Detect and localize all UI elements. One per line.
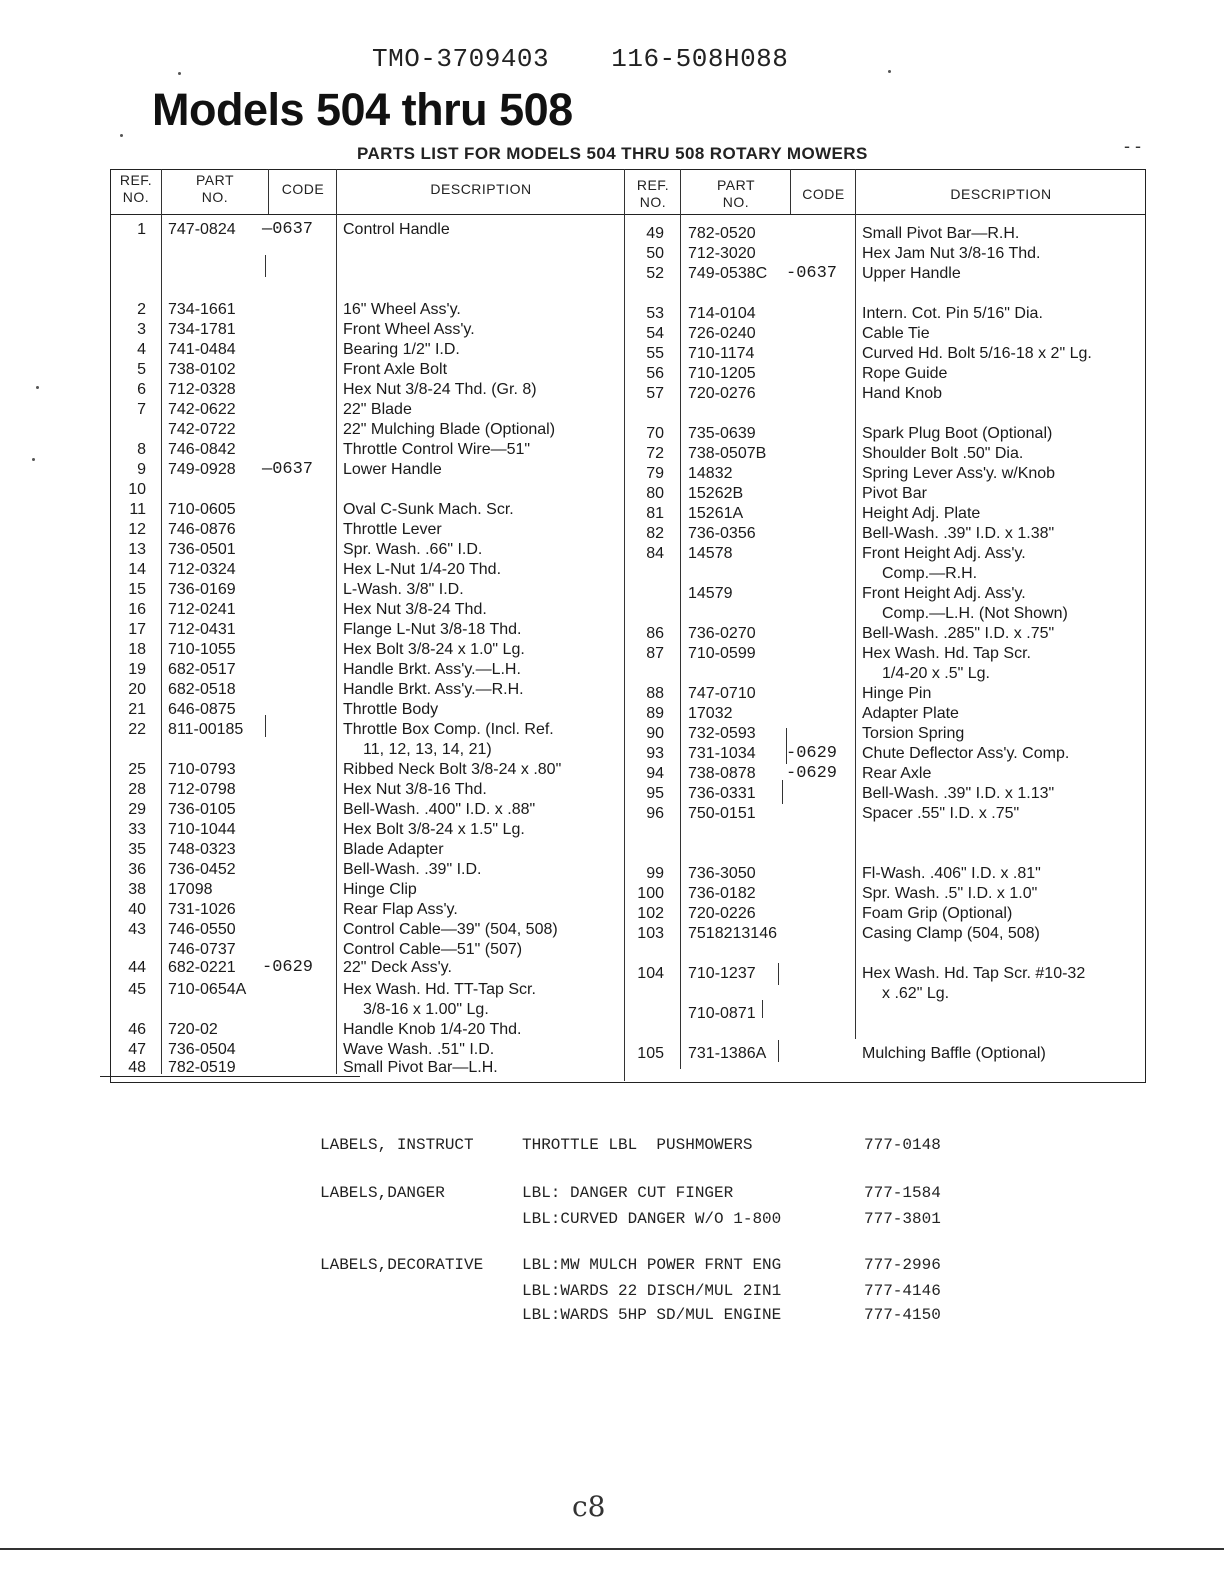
- ref-number: 14: [128, 561, 146, 578]
- part-description: 11, 12, 13, 14, 21): [363, 741, 492, 758]
- part-number: 15262B: [688, 485, 744, 502]
- ref-number: 52: [646, 265, 664, 282]
- part-description: 22" Blade: [343, 401, 412, 418]
- ref-number: 18: [128, 641, 146, 658]
- ref-number: 44: [128, 959, 146, 976]
- ref-number: 36: [128, 861, 146, 878]
- part-number: 17098: [168, 881, 213, 898]
- ref-number: 45: [128, 981, 146, 998]
- part-description: Small Pivot Bar—R.H.: [862, 225, 1020, 242]
- col-header-description: DESCRIPTION: [430, 181, 532, 197]
- ref-number: 90: [646, 725, 664, 742]
- part-description: Spring Lever Ass'y. w/Knob: [862, 465, 1056, 482]
- col-header-code: CODE: [281, 181, 325, 197]
- part-code: -0629: [262, 958, 314, 977]
- part-description: Hex Wash. Hd. Tap Scr.: [862, 645, 1031, 662]
- scan-speck: [36, 386, 39, 389]
- col-header-ref: REF. NO.: [119, 172, 153, 205]
- ref-number: 99: [646, 865, 664, 882]
- part-description: Throttle Box Comp. (Incl. Ref.: [343, 721, 554, 738]
- part-description: Foam Grip (Optional): [862, 905, 1013, 922]
- scan-speck: [888, 70, 891, 73]
- ref-number: 89: [646, 705, 664, 722]
- part-description: Rear Flap Ass'y.: [343, 901, 458, 918]
- part-number: 811-00185: [168, 721, 244, 738]
- part-code: -0629: [786, 764, 838, 783]
- part-description: Throttle Lever: [343, 521, 442, 538]
- ref-number: 38: [128, 881, 146, 898]
- ref-number: 7: [137, 401, 146, 418]
- ref-number: 100: [637, 885, 664, 902]
- part-description: Handle Brkt. Ass'y.—L.H.: [343, 661, 521, 678]
- part-description: Adapter Plate: [862, 705, 959, 722]
- ref-number: 104: [637, 965, 664, 982]
- part-description: Spr. Wash. .5" I.D. x 1.0": [862, 885, 1038, 902]
- ref-number: 10: [128, 481, 146, 498]
- ref-number: 33: [128, 821, 146, 838]
- ref-number: 4: [137, 341, 146, 358]
- part-number: 14832: [688, 465, 733, 482]
- part-number: 710-0605: [168, 501, 236, 518]
- part-description: Hex Wash. Hd. TT-Tap Scr.: [343, 981, 536, 998]
- part-number: 731-1026: [168, 901, 236, 918]
- ref-number: 3: [137, 321, 146, 338]
- part-description: x .62" Lg.: [882, 985, 950, 1002]
- part-number: 710-0599: [688, 645, 756, 662]
- ref-number: 81: [646, 505, 664, 522]
- label-category: LABELS,DECORATIVE: [320, 1256, 484, 1274]
- part-description: Hex Bolt 3/8-24 x 1.0" Lg.: [343, 641, 525, 658]
- part-description: Small Pivot Bar—L.H.: [343, 1059, 498, 1076]
- part-description: Hex Bolt 3/8-24 x 1.5" Lg.: [343, 821, 525, 838]
- part-number: 749-0538C: [688, 265, 768, 282]
- ref-number: 43: [128, 921, 146, 938]
- part-description: Wave Wash. .51" I.D.: [343, 1041, 495, 1058]
- col-tick: [782, 780, 783, 804]
- part-description: Shoulder Bolt .50" Dia.: [862, 445, 1024, 462]
- part-number: 726-0240: [688, 325, 756, 342]
- part-description: Curved Hd. Bolt 5/16-18 x 2" Lg.: [862, 345, 1092, 362]
- col-divider: [268, 169, 269, 214]
- part-description: Hex L-Nut 1/4-20 Thd.: [343, 561, 502, 578]
- col-header-code-right: CODE: [802, 186, 845, 202]
- part-number: 738-0878: [688, 765, 756, 782]
- part-code: —0637: [262, 460, 314, 479]
- scan-speck: [32, 458, 35, 461]
- part-description: Hex Wash. Hd. Tap Scr. #10-32: [862, 965, 1086, 982]
- part-description: Hinge Clip: [343, 881, 417, 898]
- ref-number: 40: [128, 901, 146, 918]
- part-number: 682-0221: [168, 959, 236, 976]
- col-divider: [855, 169, 856, 1039]
- part-number: 736-0356: [688, 525, 756, 542]
- part-description: 16" Wheel Ass'y.: [343, 301, 461, 318]
- part-description: Lower Handle: [343, 461, 442, 478]
- part-description: Front Axle Bolt: [343, 361, 448, 378]
- part-number: 7518213146: [688, 925, 777, 942]
- ref-number: 56: [646, 365, 664, 382]
- ref-number: 55: [646, 345, 664, 362]
- col-tick: [778, 1040, 779, 1062]
- part-description: Bell-Wash. .39" I.D.: [343, 861, 482, 878]
- part-description: Mulching Baffle (Optional): [862, 1045, 1046, 1062]
- col-header-description-right: DESCRIPTION: [950, 186, 1052, 202]
- part-number: 736-0182: [688, 885, 756, 902]
- part-number: 749-0928: [168, 461, 236, 478]
- ref-number: 48: [128, 1059, 146, 1076]
- label-part-number: 777-1584: [864, 1184, 941, 1202]
- part-number: 710-1205: [688, 365, 756, 382]
- part-number: 712-0241: [168, 601, 236, 618]
- scan-speck: [120, 134, 123, 137]
- label-description: LBL:CURVED DANGER W/O 1-800: [522, 1210, 782, 1228]
- ref-number: 88: [646, 685, 664, 702]
- part-description: Height Adj. Plate: [862, 505, 981, 522]
- part-number: 712-3020: [688, 245, 756, 262]
- part-description: 1/4-20 x .5" Lg.: [882, 665, 990, 682]
- part-number: 736-0501: [168, 541, 236, 558]
- part-description: Bell-Wash. .400" I.D. x .88": [343, 801, 536, 818]
- part-number: 746-0550: [168, 921, 236, 938]
- part-number: 736-0105: [168, 801, 236, 818]
- part-number: 750-0151: [688, 805, 756, 822]
- ref-number: 9: [137, 461, 146, 478]
- part-number: 782-0519: [168, 1059, 236, 1076]
- part-description: Rope Guide: [862, 365, 948, 382]
- part-description: Fl-Wash. .406" I.D. x .81": [862, 865, 1041, 882]
- label-part-number: 777-4146: [864, 1282, 941, 1300]
- ref-number: 86: [646, 625, 664, 642]
- ref-number: 70: [646, 425, 664, 442]
- ref-number: 79: [646, 465, 664, 482]
- part-number: 710-1237: [688, 965, 756, 982]
- page-subtitle: PARTS LIST FOR MODELS 504 THRU 508 ROTARY MOWERS: [357, 144, 868, 163]
- part-number: 720-0226: [688, 905, 756, 922]
- part-description: Flange L-Nut 3/8-18 Thd.: [343, 621, 522, 638]
- part-number: 738-0102: [168, 361, 236, 378]
- ref-number: 84: [646, 545, 664, 562]
- part-number: 714-0104: [688, 305, 756, 322]
- ref-number: 15: [128, 581, 146, 598]
- ref-number: 2: [137, 301, 146, 318]
- col-tick: [778, 963, 779, 985]
- part-description: Bell-Wash. .39" I.D. x 1.38": [862, 525, 1055, 542]
- part-description: Cable Tie: [862, 325, 930, 342]
- part-description: 22" Deck Ass'y.: [343, 959, 452, 976]
- part-description: Blade Adapter: [343, 841, 444, 858]
- ref-number: 82: [646, 525, 664, 542]
- margin-mark: - -: [1124, 136, 1141, 156]
- part-number: 710-0793: [168, 761, 236, 778]
- col-tick: [265, 715, 266, 737]
- part-number: 710-0871: [688, 1005, 756, 1022]
- part-number: 682-0518: [168, 681, 236, 698]
- part-description: Chute Deflector Ass'y. Comp.: [862, 745, 1070, 762]
- ref-number: 105: [637, 1045, 664, 1062]
- ref-number: 94: [646, 765, 664, 782]
- label-part-number: 777-3801: [864, 1210, 941, 1228]
- part-description: Front Wheel Ass'y.: [343, 321, 475, 338]
- part-number: 734-1661: [168, 301, 236, 318]
- ref-number: 47: [128, 1041, 146, 1058]
- part-number: 720-0276: [688, 385, 756, 402]
- ref-number: 57: [646, 385, 664, 402]
- part-description: Throttle Control Wire—51": [343, 441, 531, 458]
- ref-number: 1: [137, 221, 146, 238]
- ref-number: 8: [137, 441, 146, 458]
- ref-number: 80: [646, 485, 664, 502]
- ref-number: 13: [128, 541, 146, 558]
- part-description: Bearing 1/2" I.D.: [343, 341, 460, 358]
- part-description: Ribbed Neck Bolt 3/8-24 x .80": [343, 761, 562, 778]
- part-number: 712-0328: [168, 381, 236, 398]
- label-description: LBL:WARDS 5HP SD/MUL ENGINE: [522, 1306, 782, 1324]
- part-description: Pivot Bar: [862, 485, 927, 502]
- part-description: Casing Clamp (504, 508): [862, 925, 1040, 942]
- part-number: 746-0842: [168, 441, 236, 458]
- col-header-part-right: PART NO.: [716, 177, 756, 210]
- part-number: 712-0431: [168, 621, 236, 638]
- part-number: 736-0169: [168, 581, 236, 598]
- part-description: L-Wash. 3/8" I.D.: [343, 581, 464, 598]
- part-description: Comp.—R.H.: [882, 565, 978, 582]
- col-tick: [762, 1000, 763, 1018]
- part-description: Handle Brkt. Ass'y.—R.H.: [343, 681, 524, 698]
- page-title: Models 504 thru 508: [152, 84, 573, 135]
- handwritten-mark: c8: [572, 1490, 606, 1523]
- ref-number: 53: [646, 305, 664, 322]
- part-description: 3/8-16 x 1.00" Lg.: [363, 1001, 489, 1018]
- page-bottom-rule: [0, 1548, 1224, 1550]
- part-number: 17032: [688, 705, 733, 722]
- part-description: Hinge Pin: [862, 685, 932, 702]
- ref-number: 93: [646, 745, 664, 762]
- part-description: Spr. Wash. .66" I.D.: [343, 541, 483, 558]
- part-number: 710-0654A: [168, 981, 247, 998]
- part-number: 738-0507B: [688, 445, 767, 462]
- part-number: 732-0593: [688, 725, 756, 742]
- part-number: 712-0798: [168, 781, 236, 798]
- part-description: Front Height Adj. Ass'y.: [862, 545, 1026, 562]
- part-description: Oval C-Sunk Mach. Scr.: [343, 501, 514, 518]
- part-description: Comp.—L.H. (Not Shown): [882, 605, 1068, 622]
- doc-code: 116-508H088: [611, 44, 789, 74]
- part-number: 742-0622: [168, 401, 236, 418]
- ref-number: 72: [646, 445, 664, 462]
- ref-number: 35: [128, 841, 146, 858]
- col-header-part: PART NO.: [195, 172, 235, 205]
- part-number: 746-0737: [168, 941, 236, 958]
- ref-number: 17: [128, 621, 146, 638]
- col-divider: [680, 169, 681, 1069]
- part-description: Handle Knob 1/4-20 Thd.: [343, 1021, 522, 1038]
- ref-number: 12: [128, 521, 146, 538]
- col-header-ref-right: REF. NO.: [636, 177, 670, 210]
- ref-number: 96: [646, 805, 664, 822]
- part-number: 782-0520: [688, 225, 756, 242]
- part-number: 747-0824: [168, 221, 236, 238]
- part-description: Front Height Adj. Ass'y.: [862, 585, 1026, 602]
- part-description: Control Cable—39" (504, 508): [343, 921, 558, 938]
- part-number: 14578: [688, 545, 733, 562]
- part-number: 736-0270: [688, 625, 756, 642]
- part-number: 710-1174: [688, 345, 755, 362]
- part-description: Hand Knob: [862, 385, 943, 402]
- part-number: 710-1055: [168, 641, 236, 658]
- part-number: 736-0504: [168, 1041, 236, 1058]
- part-number: 747-0710: [688, 685, 756, 702]
- scan-speck: [178, 72, 181, 75]
- label-part-number: 777-4150: [864, 1306, 941, 1324]
- part-description: Control Handle: [343, 221, 450, 238]
- ref-number: 6: [137, 381, 146, 398]
- col-divider: [161, 169, 162, 1074]
- part-description: Bell-Wash. .39" I.D. x 1.13": [862, 785, 1055, 802]
- part-description: Hex Nut 3/8-16 Thd.: [343, 781, 487, 798]
- part-number: 14579: [688, 585, 733, 602]
- part-description: Throttle Body: [343, 701, 439, 718]
- document-ids: [372, 44, 788, 74]
- ref-number: 54: [646, 325, 664, 342]
- ref-number: 22: [128, 721, 146, 738]
- ref-number: 16: [128, 601, 146, 618]
- label-part-number: 777-2996: [864, 1256, 941, 1274]
- part-description: Hex Nut 3/8-24 Thd. (Gr. 8): [343, 381, 537, 398]
- part-number: 731-1034: [688, 745, 756, 762]
- part-number: 712-0324: [168, 561, 236, 578]
- part-number: 735-0639: [688, 425, 756, 442]
- col-tick: [265, 255, 266, 277]
- ref-number: 20: [128, 681, 146, 698]
- part-number: 646-0875: [168, 701, 236, 718]
- part-number: 736-3050: [688, 865, 756, 882]
- part-description: Control Cable—51" (507): [343, 941, 523, 958]
- col-divider: [790, 169, 791, 214]
- ref-number: 50: [646, 245, 664, 262]
- part-description: Hex Jam Nut 3/8-16 Thd.: [862, 245, 1041, 262]
- part-number: 15261A: [688, 505, 744, 522]
- part-number: 734-1781: [168, 321, 236, 338]
- ref-number: 102: [637, 905, 664, 922]
- label-description: LBL:WARDS 22 DISCH/MUL 2IN1: [522, 1282, 782, 1300]
- label-description: LBL: DANGER CUT FINGER: [522, 1184, 734, 1202]
- part-description: Rear Axle: [862, 765, 932, 782]
- col-divider: [336, 169, 337, 1074]
- ref-number: 46: [128, 1021, 146, 1038]
- label-category: LABELS, INSTRUCT: [320, 1136, 474, 1154]
- ref-number: 49: [646, 225, 664, 242]
- ref-number: 21: [128, 701, 146, 718]
- part-description: Torsion Spring: [862, 725, 965, 742]
- part-description: 22" Mulching Blade (Optional): [343, 421, 556, 438]
- ref-number: 95: [646, 785, 664, 802]
- part-description: Upper Handle: [862, 265, 961, 282]
- label-category: LABELS,DANGER: [320, 1184, 445, 1202]
- ref-number: 103: [637, 925, 664, 942]
- part-description: Spark Plug Boot (Optional): [862, 425, 1053, 442]
- part-number: 731-1386A: [688, 1045, 767, 1062]
- part-number: 748-0323: [168, 841, 236, 858]
- ref-number: 29: [128, 801, 146, 818]
- label-description: THROTTLE LBL PUSHMOWERS: [522, 1136, 753, 1154]
- label-description: LBL:MW MULCH POWER FRNT ENG: [522, 1256, 782, 1274]
- header-rule: [110, 214, 1146, 215]
- part-number: 720-02: [168, 1021, 218, 1038]
- part-number: 746-0876: [168, 521, 236, 538]
- ref-number: 19: [128, 661, 146, 678]
- part-number: 710-1044: [168, 821, 236, 838]
- part-number: 736-0452: [168, 861, 236, 878]
- part-code: —0637: [262, 220, 314, 239]
- part-number: 742-0722: [168, 421, 236, 438]
- ref-number: 5: [137, 361, 146, 378]
- ref-number: 25: [128, 761, 146, 778]
- ref-number: 11: [129, 501, 146, 518]
- label-part-number: 777-0148: [864, 1136, 941, 1154]
- part-description: Bell-Wash. .285" I.D. x .75": [862, 625, 1055, 642]
- part-number: 736-0331: [688, 785, 756, 802]
- part-code: -0629: [786, 744, 838, 763]
- part-code: -0637: [786, 264, 838, 283]
- part-description: Intern. Cot. Pin 5/16" Dia.: [862, 305, 1043, 322]
- part-number: 682-0517: [168, 661, 236, 678]
- part-number: 741-0484: [168, 341, 236, 358]
- part-description: Spacer .55" I.D. x .75": [862, 805, 1020, 822]
- doc-id: TMO-3709403: [372, 44, 550, 74]
- ref-number: 28: [128, 781, 146, 798]
- ref-number: 87: [646, 645, 664, 662]
- part-description: Hex Nut 3/8-24 Thd.: [343, 601, 487, 618]
